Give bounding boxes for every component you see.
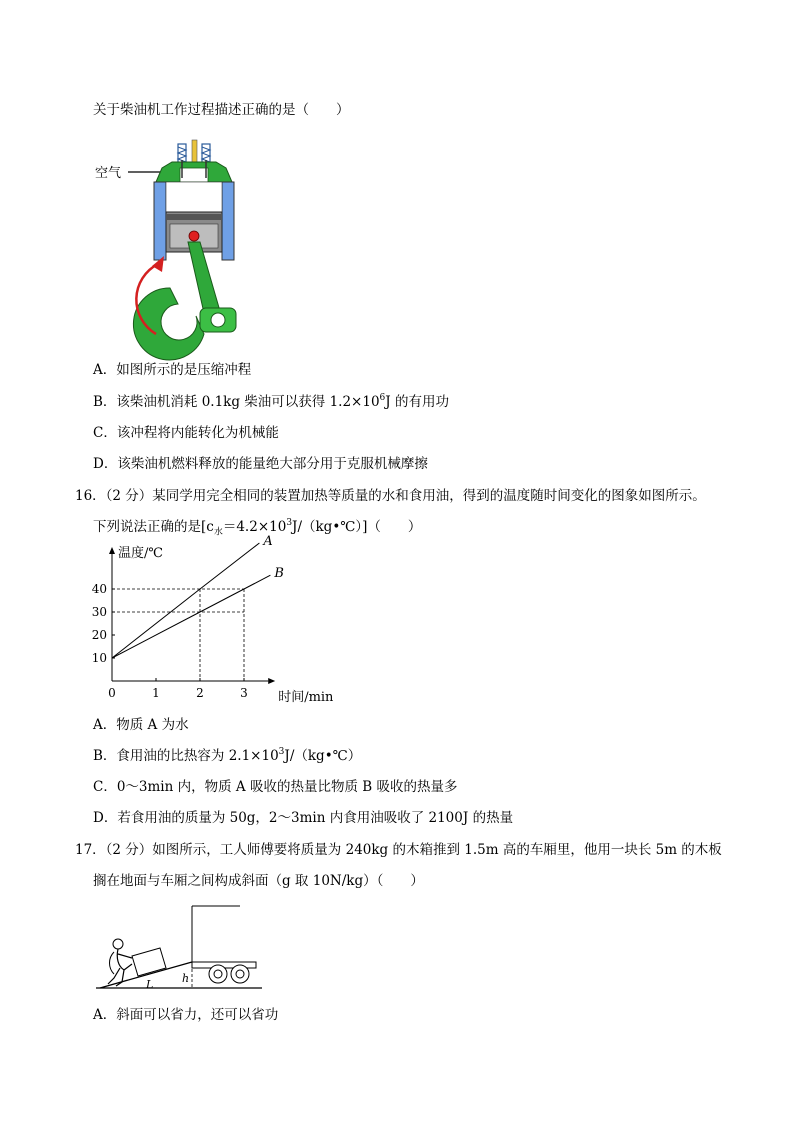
y-tick-label: 40	[91, 582, 107, 596]
chart-guides	[112, 589, 244, 681]
q15-option-a: A．如图所示的是压缩冲程	[93, 362, 252, 378]
x-tick-label: 0	[108, 686, 116, 700]
temperature-time-chart	[88, 534, 338, 712]
q15-stem: 关于柴油机工作过程描述正确的是（ ）	[93, 102, 350, 118]
series-line-B	[112, 575, 270, 658]
chart-axes	[109, 547, 275, 684]
incline-truck-figure	[94, 898, 264, 994]
diesel-engine-figure	[92, 138, 272, 343]
air-label: 空气	[95, 166, 122, 181]
q17-stem-line1: 17．（2 分）如图所示，工人师傅要将质量为 240kg 的木箱推到 1.5m 高的车厢里，他用一块长 5m 的木板	[75, 842, 722, 858]
q16-option-b: B．食用油的比热容为 $2.1\times 10^3J/(kg•℃)$	[93, 746, 362, 764]
y-axis-arrow	[109, 547, 115, 554]
q16-stem-line1: 16．（2 分）某同学用完全相同的装置加热等质量的水和食用油，得到的温度随时间变化的图象如图所示。	[75, 488, 706, 504]
y-axis-label: 温度/℃	[118, 546, 163, 561]
q15-option-d: D．该柴油机燃料释放的能量绝大部分用于克服机械摩擦	[93, 456, 428, 472]
series-label-B: B	[274, 566, 284, 582]
height-label: h	[182, 972, 190, 985]
x-axis-arrow	[268, 678, 275, 684]
length-label: L	[146, 978, 154, 991]
q17-stem-line2: 搁在地面与车厢之间构成斜面（g 取 10N/kg）（ ）	[93, 873, 424, 889]
y-tick-label: 30	[91, 605, 107, 619]
x-tick-label: 3	[240, 686, 248, 700]
series-label-A: A	[263, 534, 273, 549]
q17-option-a: A．斜面可以省力，还可以省功	[93, 1007, 279, 1023]
x-tick-label: 1	[152, 686, 160, 700]
q16-stem-line2: 下列说法正确的是$[c_水=4.2\times 10^3J/(kg•℃)]$（ ）	[93, 517, 422, 538]
q15-option-c: C．该冲程将内能转化为机械能	[93, 425, 279, 441]
q16-option-d: D．若食用油的质量为 50g，2～3min 内食用油吸收了 2100J 的热量	[93, 810, 514, 826]
q16-option-c: C．0～3min 内，物质 A 吸收的热量比物质 B 吸收的热量多	[93, 779, 458, 795]
chart-labels	[92, 534, 334, 705]
q16-option-a: A．物质 A 为水	[93, 717, 189, 733]
x-tick-label: 2	[196, 686, 204, 700]
y-tick-label: 10	[91, 651, 107, 665]
q15-option-b: B．该柴油机消耗 0.1kg 柴油可以获得 $1.2\times 10^6J$ 的有用功	[93, 392, 449, 410]
x-axis-label: 时间/min	[278, 690, 334, 705]
y-tick-label: 20	[91, 628, 107, 642]
